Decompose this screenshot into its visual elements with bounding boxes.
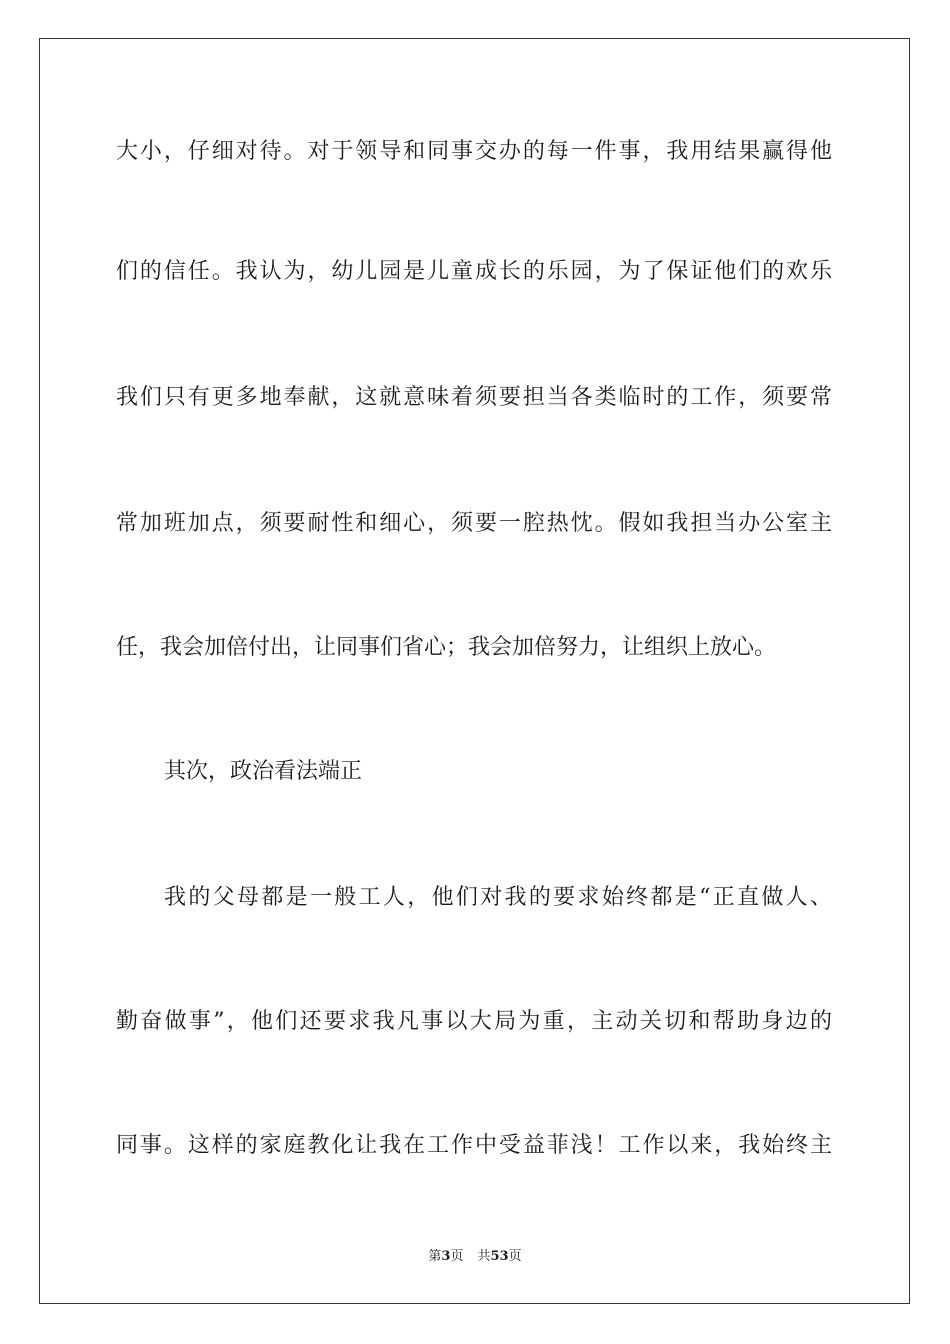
total-pages: 53 bbox=[490, 1249, 509, 1264]
body-line-3: 我们只有更多地奉献，这就意味着须要担当各类临时的工作，须要常 bbox=[116, 385, 832, 410]
body-line-4: 常加班加点，须要耐性和细心，须要一腔热忱。假如我担当办公室主 bbox=[116, 511, 832, 536]
page-border bbox=[39, 38, 910, 1304]
page-footer bbox=[0, 1248, 950, 1266]
body-line-5: 任，我会加倍付出，让同事们省心；我会加倍努力，让组织上放心。 bbox=[116, 635, 777, 660]
page-prefix: 第 bbox=[428, 1249, 442, 1264]
total-suffix: 页 bbox=[508, 1249, 522, 1264]
body-line-8: 同事。这样的家庭教化让我在工作中受益菲浅！工作以来，我始终主 bbox=[116, 1133, 832, 1158]
body-line-2: 们的信任。我认为，幼儿园是儿童成长的乐园，为了保证他们的欢乐 bbox=[116, 259, 832, 284]
section-heading: 其次，政治看法端正 bbox=[164, 759, 363, 784]
total-prefix: 共 bbox=[477, 1249, 491, 1264]
page-suffix: 页 bbox=[450, 1249, 464, 1264]
page-number: 3 bbox=[441, 1249, 451, 1264]
body-line-6: 我的父母都是一般工人，他们对我的要求始终都是“正直做人、 bbox=[164, 885, 832, 910]
body-line-1: 大小，仔细对待。对于领导和同事交办的每一件事，我用结果赢得他 bbox=[116, 139, 832, 164]
body-line-7: 勤奋做事”，他们还要求我凡事以大局为重，主动关切和帮助身边的 bbox=[116, 1009, 832, 1034]
